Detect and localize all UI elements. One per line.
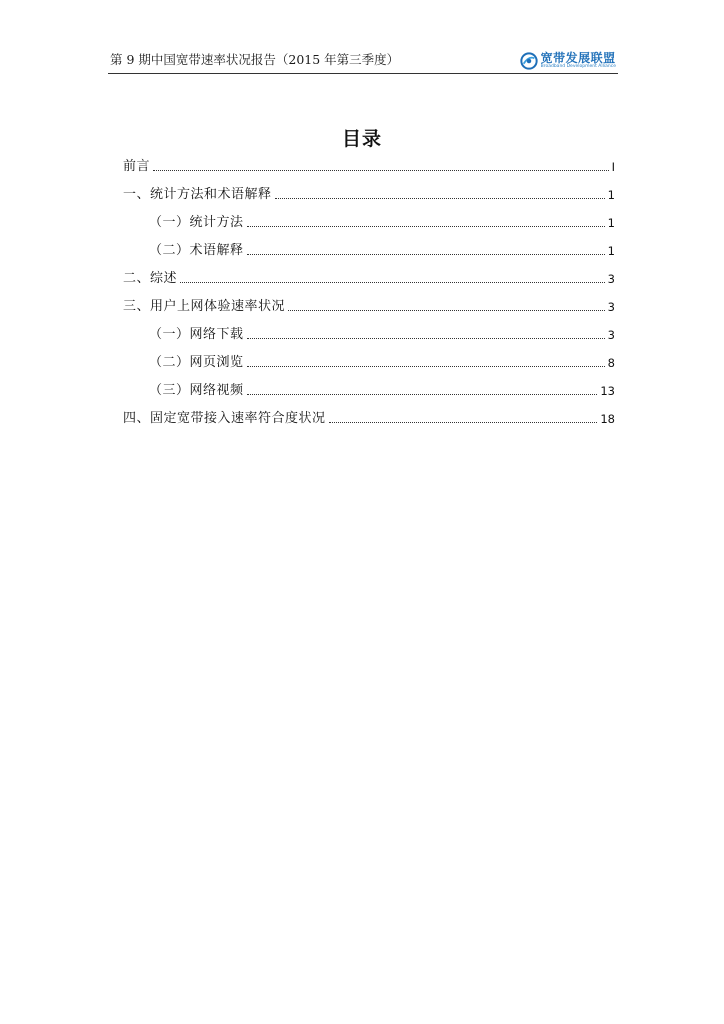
toc-entry-label: （三）网络视频 [149,383,244,398]
logo-english-name: Broadband Development Alliance [540,64,616,70]
toc-entry-page: I [611,160,615,174]
toc-entry[interactable] [123,407,615,427]
toc-entry-page: 1 [607,244,615,258]
toc-entry[interactable] [123,183,615,203]
toc-leader-dots [247,338,605,339]
toc-entry-page: 3 [607,328,615,342]
header-divider [108,73,618,74]
toc-entry-page: 8 [607,356,615,370]
header-title: 第 9 期中国宽带速率状况报告（2015 年第三季度） [110,52,400,67]
toc-entry[interactable] [149,211,615,231]
toc-entry[interactable] [149,239,615,259]
toc-leader-dots [247,366,605,367]
toc-entry-label: 前言 [123,159,151,174]
toc-leader-dots [275,198,605,199]
toc-entry[interactable] [149,323,615,343]
toc-entry-label: 一、统计方法和术语解释 [123,187,272,202]
toc-entry-label: 四、固定宽带接入速率符合度状况 [123,411,326,426]
toc-entry-label: （二）网页浏览 [149,355,244,370]
toc-entry-label: （一）统计方法 [149,215,244,230]
toc-leader-dots [247,254,605,255]
toc-entry-label: （一）网络下载 [149,327,244,342]
toc-entry[interactable] [149,351,615,371]
toc-entry-page: 1 [607,216,615,230]
toc-leader-dots [180,282,605,283]
toc-leader-dots [288,310,605,311]
toc-entry-page: 18 [600,412,615,426]
toc-entry-label: 二、综述 [123,271,178,286]
toc-entry-page: 3 [607,300,615,314]
page-header [110,50,616,72]
logo-chinese-name: 宽带发展联盟 [540,51,616,66]
toc-entry-label: （二）术语解释 [149,243,244,258]
toc-entry-page: 1 [607,188,615,202]
toc-entry[interactable] [123,267,615,287]
alliance-logo [520,50,616,72]
globe-logo-icon [520,52,538,70]
toc-entry[interactable] [149,379,615,399]
toc-entry-page: 13 [600,384,615,398]
toc-leader-dots [247,394,598,395]
toc-leader-dots [247,226,605,227]
toc-entry-page: 3 [607,272,615,286]
toc-title: 目录 [341,128,382,150]
toc-entry[interactable] [123,295,615,315]
toc-entry-label: 三、用户上网体验速率状况 [123,299,286,314]
toc-leader-dots [153,170,609,171]
toc-leader-dots [329,422,598,423]
toc-entry[interactable] [123,155,615,175]
